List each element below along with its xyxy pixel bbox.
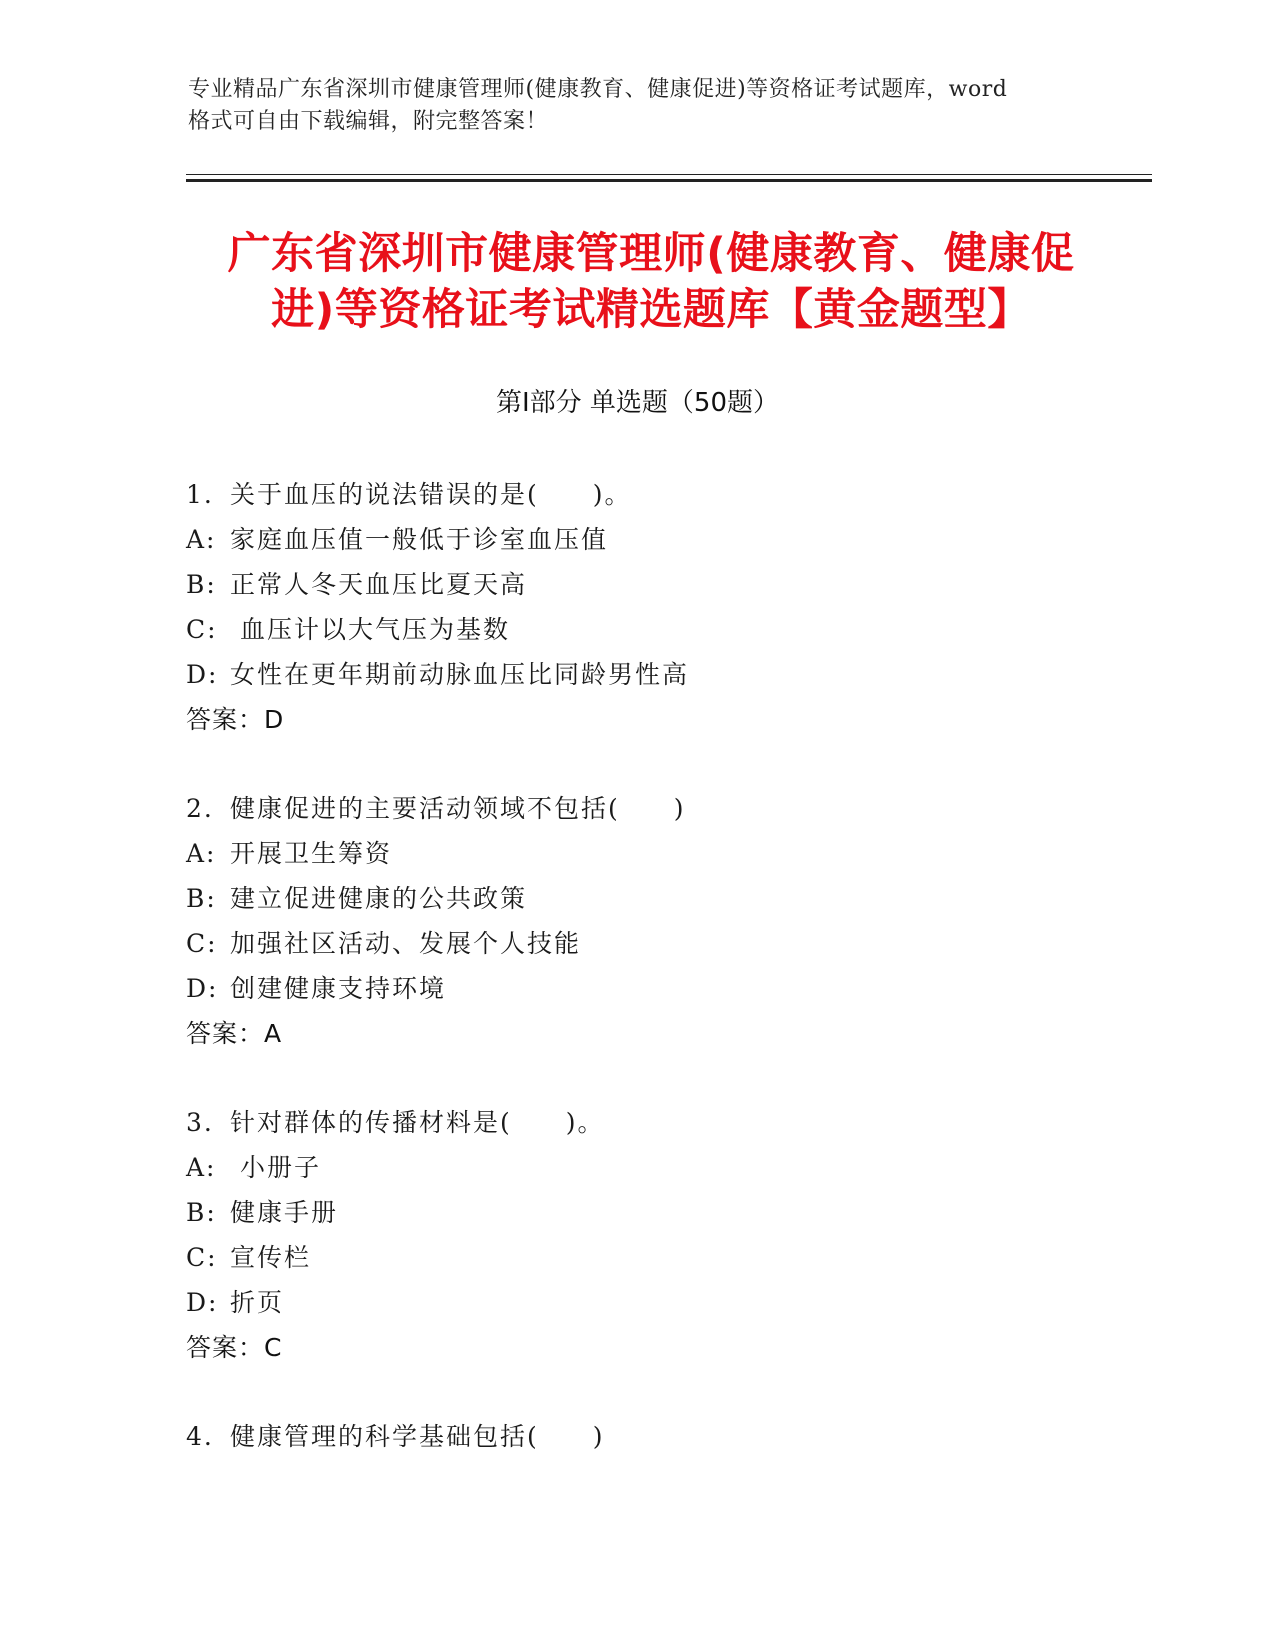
option-prefix: A: bbox=[186, 839, 217, 868]
header-note-line-2: 格式可自由下载编辑，附完整答案！ bbox=[188, 109, 549, 134]
option-prefix: A: bbox=[186, 525, 217, 554]
question-number: 2. bbox=[186, 794, 214, 823]
question-stem bbox=[186, 786, 1086, 831]
question-2 bbox=[186, 786, 1086, 1056]
question-text: 针对群体的传播材料是( )。 bbox=[230, 1108, 605, 1137]
question-text: 健康管理的科学基础包括( ) bbox=[230, 1422, 605, 1451]
option-b bbox=[186, 562, 1086, 607]
question-number: 3. bbox=[186, 1108, 214, 1137]
option-d bbox=[186, 1280, 1086, 1325]
question-text: 健康促进的主要活动领域不包括( ) bbox=[230, 794, 686, 823]
document-title-line-1: 广东省深圳市健康管理师(健康教育、健康促 bbox=[227, 229, 1075, 279]
question-number: 1. bbox=[186, 480, 214, 509]
document-title-line-2: 进)等资格证考试精选题库【黄金题型】 bbox=[271, 285, 1031, 335]
option-prefix: B: bbox=[186, 570, 217, 599]
question-3 bbox=[186, 1100, 1086, 1370]
answer-line: 答案：A bbox=[186, 1019, 283, 1048]
option-prefix: C: bbox=[186, 615, 218, 644]
option-prefix: D: bbox=[186, 660, 219, 689]
option-b bbox=[186, 1190, 1086, 1235]
option-text: 开展卫生筹资 bbox=[230, 839, 393, 868]
option-text: 小册子 bbox=[230, 1153, 321, 1182]
header-divider-thin bbox=[186, 174, 1152, 175]
answer-line: 答案：D bbox=[186, 705, 285, 734]
question-number: 4. bbox=[186, 1422, 214, 1451]
header-note-line-1: 专业精品广东省深圳市健康管理师(健康教育、健康促进)等资格证考试题库，word bbox=[188, 77, 1008, 102]
option-text: 建立促进健康的公共政策 bbox=[230, 884, 528, 913]
option-text: 折页 bbox=[230, 1288, 285, 1317]
question-text: 关于血压的说法错误的是( )。 bbox=[230, 480, 632, 509]
option-prefix: C: bbox=[186, 1243, 218, 1272]
question-stem bbox=[186, 1414, 1086, 1459]
option-d bbox=[186, 652, 1086, 697]
option-prefix: D: bbox=[186, 974, 219, 1003]
question-list bbox=[186, 472, 1086, 1503]
option-prefix: D: bbox=[186, 1288, 219, 1317]
question-4 bbox=[186, 1414, 1086, 1459]
option-text: 健康手册 bbox=[230, 1198, 339, 1227]
option-c bbox=[186, 921, 1086, 966]
option-c bbox=[186, 1235, 1086, 1280]
option-c bbox=[186, 607, 1086, 652]
option-a bbox=[186, 831, 1086, 876]
header-note bbox=[188, 74, 1088, 138]
option-d bbox=[186, 966, 1086, 1011]
option-prefix: B: bbox=[186, 884, 217, 913]
document-title bbox=[186, 226, 1116, 338]
header-divider-thick bbox=[186, 179, 1152, 182]
option-prefix: A: bbox=[186, 1153, 217, 1182]
section-heading: 第Ⅰ部分 单选题（50题） bbox=[495, 388, 780, 418]
option-text: 加强社区活动、发展个人技能 bbox=[230, 929, 582, 958]
option-text: 宣传栏 bbox=[230, 1243, 312, 1272]
option-a bbox=[186, 517, 1086, 562]
question-stem bbox=[186, 472, 1086, 517]
option-prefix: B: bbox=[186, 1198, 217, 1227]
option-a bbox=[186, 1145, 1086, 1190]
option-text: 正常人冬天血压比夏天高 bbox=[230, 570, 528, 599]
option-text: 女性在更年期前动脉血压比同龄男性高 bbox=[230, 660, 690, 689]
option-b bbox=[186, 876, 1086, 921]
question-stem bbox=[186, 1100, 1086, 1145]
option-text: 血压计以大气压为基数 bbox=[230, 615, 510, 644]
question-1 bbox=[186, 472, 1086, 742]
option-text: 家庭血压值一般低于诊室血压值 bbox=[230, 525, 609, 554]
option-prefix: C: bbox=[186, 929, 218, 958]
option-text: 创建健康支持环境 bbox=[230, 974, 447, 1003]
answer-line: 答案：C bbox=[186, 1333, 283, 1362]
